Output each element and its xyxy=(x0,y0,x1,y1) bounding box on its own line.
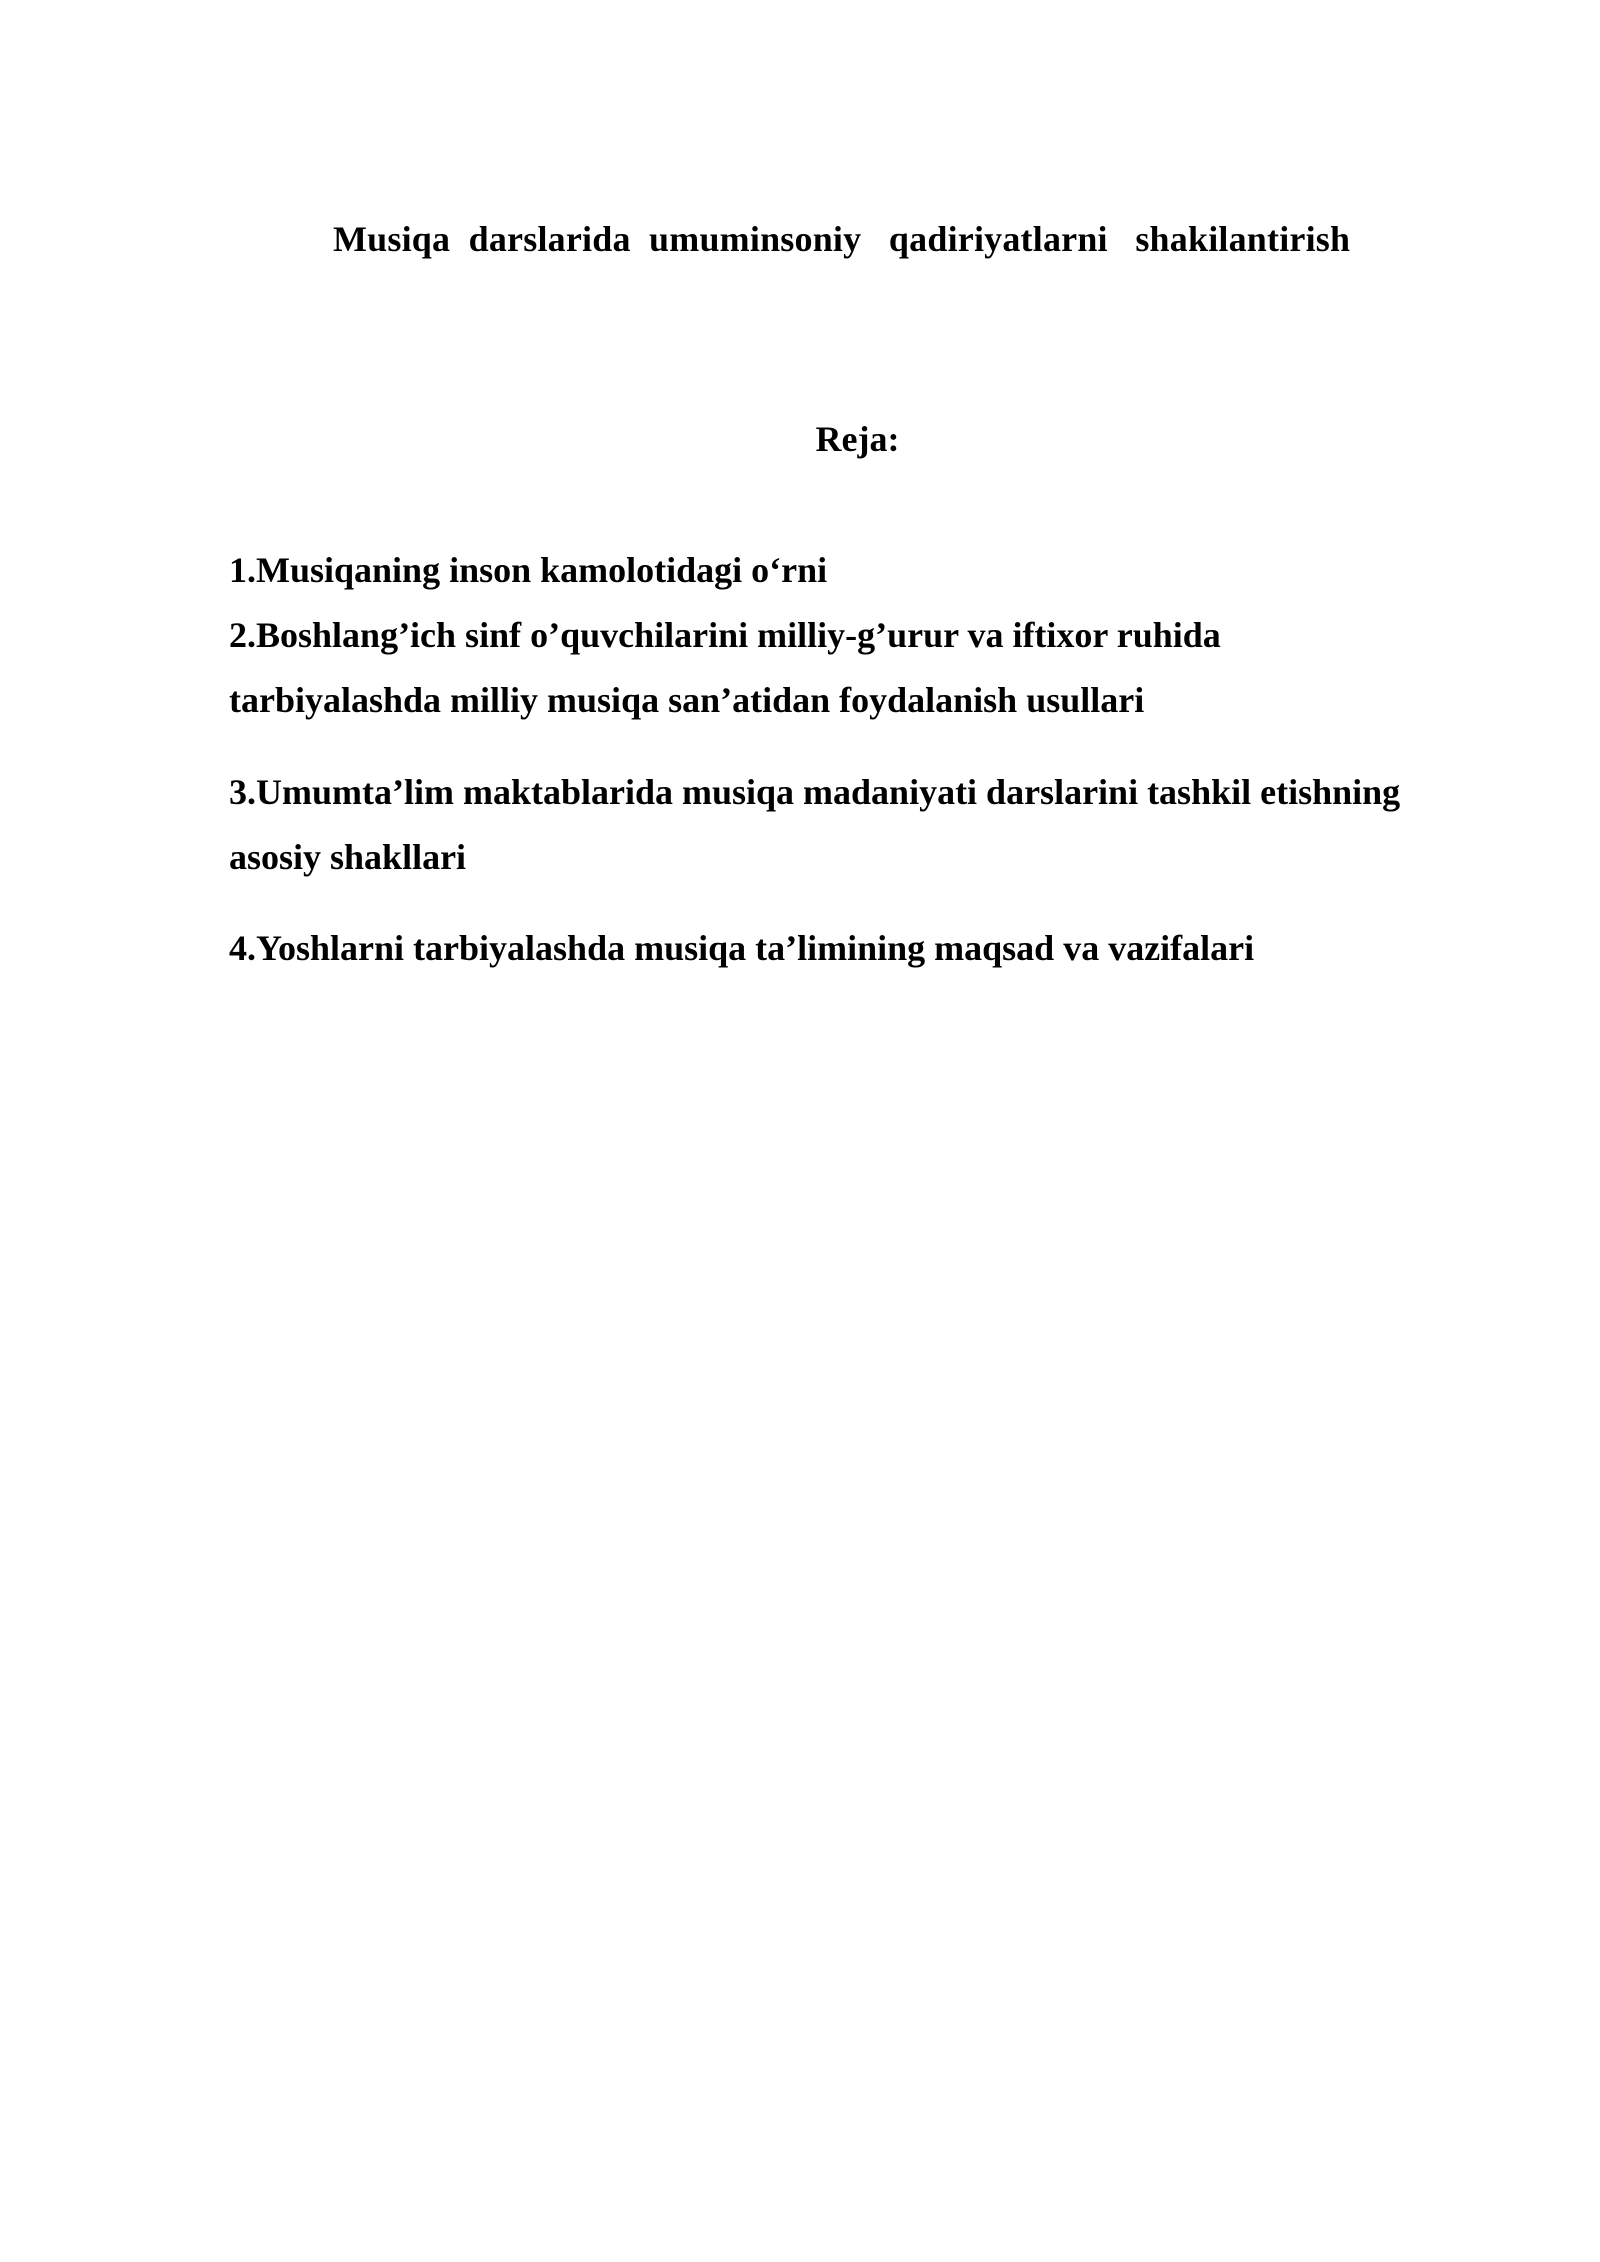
plan-item-1: 1.Musiqaning inson kamolotidagi o‘rni xyxy=(229,550,828,590)
plan-item-4: 4.Yoshlarni tarbiyalashda musiqa ta’limining maqsad va vazifalari xyxy=(229,928,1255,968)
plan-heading: Reja: xyxy=(815,419,900,459)
plan-item-3: 3.Umumta’lim maktablarida musiqa madaniyati darslarini tashkil etishning asosiy shakllari xyxy=(229,772,1401,877)
document-title: Musiqa darslarida umuminsoniy qadiriyatlarni shakilantirish xyxy=(333,219,1351,259)
plan-item-2: 2.Boshlang’ich sinf o’quvchilarini milliy-g’urur va iftixor ruhida tarbiyalashda milliy musiqa san’atidan foydalanish usullari xyxy=(229,615,1221,720)
